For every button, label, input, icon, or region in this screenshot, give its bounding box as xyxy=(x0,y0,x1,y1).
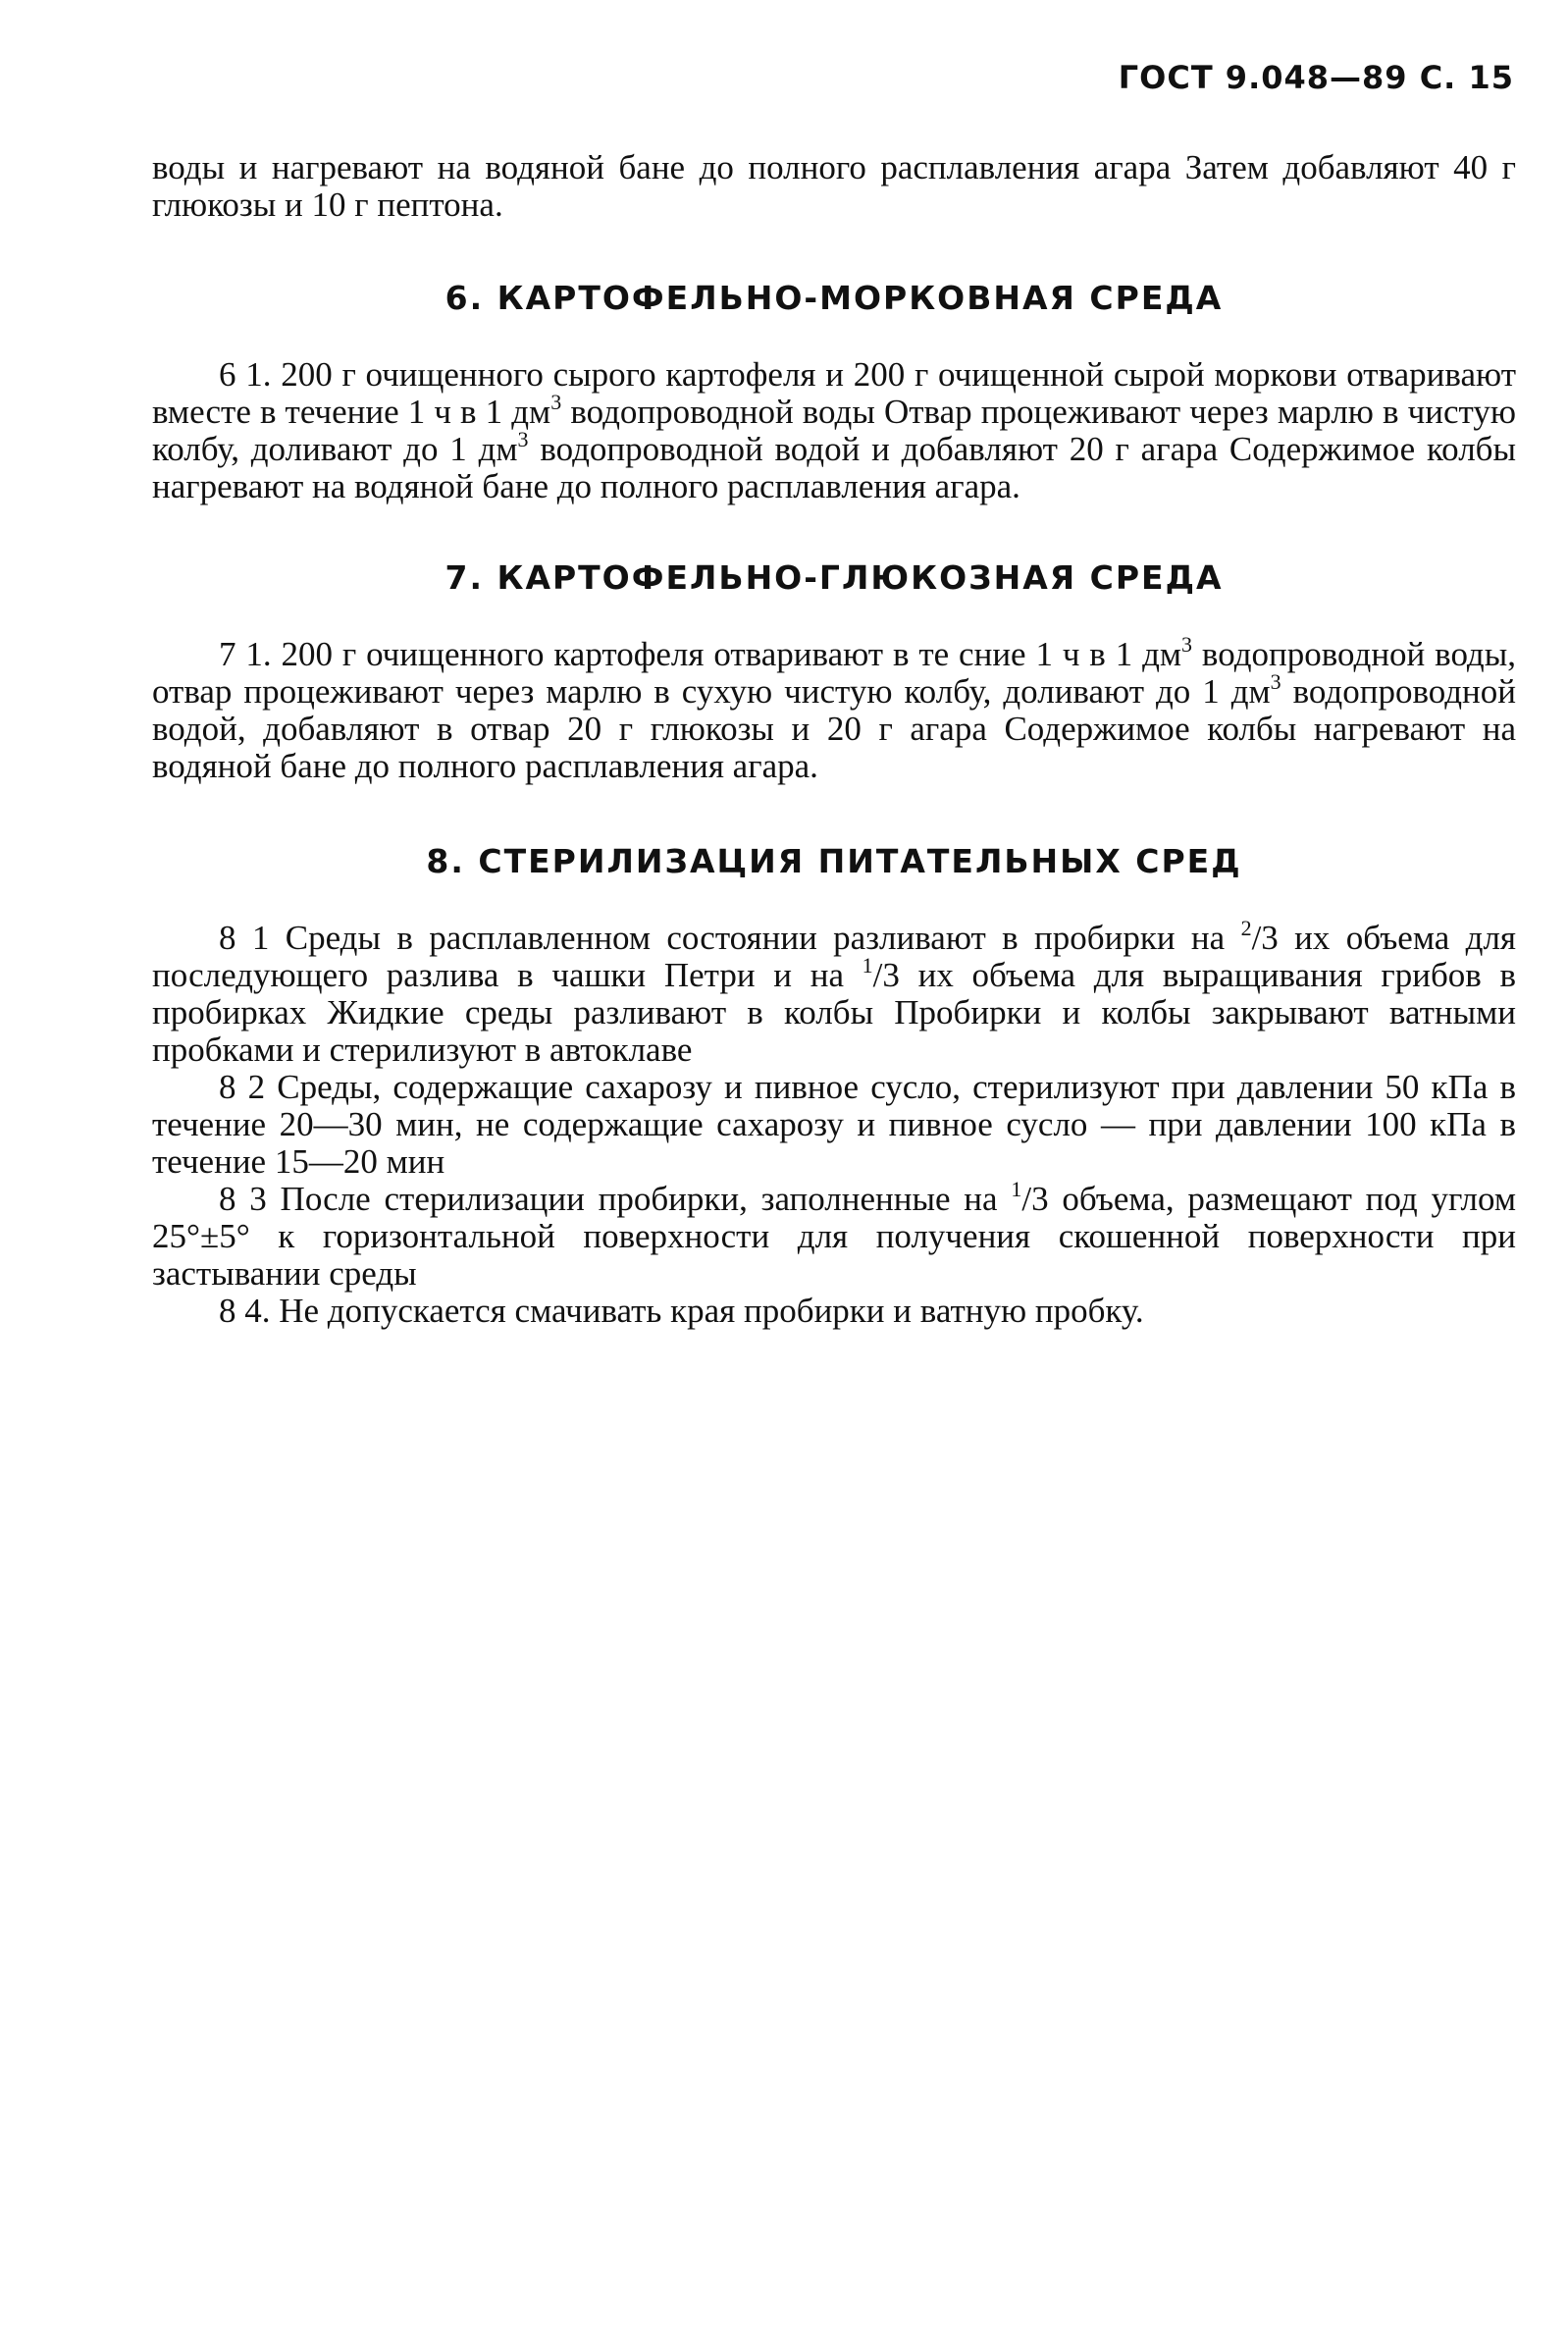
paragraph-8-4: 8 4. Не допускается смачивать края пробирки и ватную пробку. xyxy=(219,1292,1144,1330)
paragraph-8-3-part-b: объема, размещают под углом 25°±5° к горизонтальной поверхности для получения скошенной поверхности при застывании среды xyxy=(152,1180,1516,1293)
paragraph-7-1-part-b: водопроводной воды, отвар процеживают через марлю в сухую чистую колбу, доливают до 1 дм xyxy=(152,635,1517,711)
page-content xyxy=(152,149,1516,1330)
fraction-slash: / xyxy=(1251,919,1262,957)
paragraph-7-1-part-a: 7 1. 200 г очищенного картофеля отваривают в те сние 1 ч в 1 дм xyxy=(219,635,1182,673)
running-header: ГОСТ 9.048—89 С. 15 xyxy=(1118,59,1514,96)
paragraph-8-1-part-a: 8 1 Среды в расплавленном состоянии разливают в пробирки на xyxy=(219,919,1241,957)
paragraph-6-1-part-a: 6 1. 200 г очищенного сырого картофеля и 200 г очищенной сырой моркови отваривают вместе в течение 1 ч в 1 дм xyxy=(152,355,1516,431)
fraction-numerator: 2 xyxy=(1240,916,1252,940)
paragraph-7-1 xyxy=(152,632,1517,785)
paragraph-6-1-part-b: водопроводной воды Отвар процеживают через марлю в чистую колбу, доливают до 1 дм xyxy=(152,393,1516,468)
paragraph-8-3 xyxy=(152,1177,1516,1293)
fraction-denominator: 3 xyxy=(1261,919,1279,957)
fraction-denominator: 3 xyxy=(882,956,900,994)
paragraph-6-1-part-c: водопроводной водой и добавляют 20 г агара Содержимое колбы нагревают на водяной бане до полного расплавления агара. xyxy=(152,430,1516,505)
paragraph-8-1-part-b: их объема для последующего разлива в чашки Петри и на xyxy=(152,919,1517,994)
intro-paragraph: воды и нагревают на водяной бане до полного расплавления агара Затем добавляют 40 г глюкозы и 10 г пептона. xyxy=(152,148,1516,224)
superscript: 3 xyxy=(517,427,529,451)
fraction-slash: / xyxy=(1021,1180,1032,1218)
fraction-denominator: 3 xyxy=(1031,1180,1049,1218)
paragraph-8-2: 8 2 Среды, содержащие сахарозу и пивное сусло, стерилизуют при давлении 50 кПа в течение 20—30 мин, не содержащие сахарозу и пивное сусло — при давлении 100 кПа в течение 15—20 мин xyxy=(152,1068,1516,1181)
section-6 xyxy=(152,279,1516,505)
superscript: 3 xyxy=(550,390,562,414)
paragraph-8-1 xyxy=(152,916,1517,1069)
section-7 xyxy=(152,558,1516,785)
section-8 xyxy=(152,842,1516,1330)
paragraph-8-1-part-c: их объема для выращивания грибов в пробирках Жидкие среды разливают в колбы Пробирки и колбы закрывают ватными пробками и стерилизуют в автоклаве xyxy=(152,956,1516,1069)
section-8-heading: 8. СТЕРИЛИЗАЦИЯ ПИТАТЕЛЬНЫХ СРЕД xyxy=(426,842,1242,880)
paragraph-6-1 xyxy=(152,356,1516,505)
superscript: 3 xyxy=(1181,632,1193,657)
section-7-heading: 7. КАРТОФЕЛЬНО-ГЛЮКОЗНАЯ СРЕДА xyxy=(444,558,1224,597)
superscript: 3 xyxy=(1270,669,1281,694)
section-6-heading: 6. КАРТОФЕЛЬНО-МОРКОВНАЯ СРЕДА xyxy=(444,279,1224,317)
fraction-numerator: 1 xyxy=(862,953,873,978)
paragraph-8-3-part-a: 8 3 После стерилизации пробирки, заполненные на xyxy=(219,1180,1012,1218)
fraction-slash: / xyxy=(872,956,883,994)
paragraph-7-1-part-c: водопроводной водой, добавляют в отвар 20 г глюкозы и 20 г агара Содержимое колбы нагревают на водяной бане до полного расплавления агара. xyxy=(152,672,1516,785)
fraction-numerator: 1 xyxy=(1011,1177,1022,1201)
